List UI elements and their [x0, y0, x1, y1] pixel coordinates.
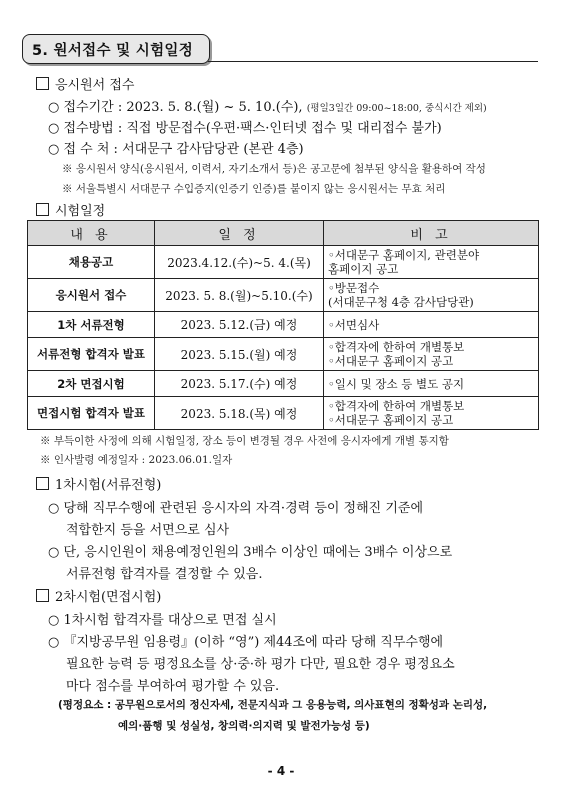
checkbox-icon: [36, 77, 49, 90]
table-row: [28, 397, 539, 430]
evaluation-criteria: 예의·품행 및 성실성, 창의력·의지력 및 발전가능성 등): [118, 720, 370, 732]
schedule-date: 2023. 5.12.(금) 예정: [155, 312, 324, 338]
schedule-item: 1차 서류전형: [28, 312, 155, 338]
schedule-date: 2023. 5. 8.(월)~5.10.(수): [155, 279, 324, 312]
schedule-note: ※ 인사발령 예정일자 : 2023.06.01.일자: [40, 454, 233, 466]
schedule-remarks: ◦합격자에 한하여 개별통보 ◦서대문구 홈페이지 공고: [324, 338, 539, 371]
evaluation-criteria: (평정요소 : 공무원으로서의 정신자세, 전문지식과 그 응용능력, 의사표현의 정확성과 논리성,: [58, 699, 488, 711]
section-divider: [208, 61, 538, 62]
first-exam-line: 적합한지 등을 서면으로 심사: [66, 523, 230, 538]
section-title: 5. 원서접수 및 시험일정: [32, 43, 194, 59]
schedule-remarks: ◦일시 및 장소 등 별도 공지: [324, 371, 539, 397]
schedule-item: 채용공고: [28, 246, 155, 279]
schedule-item: 면접시험 합격자 발표: [28, 397, 155, 430]
first-exam-line: ○ 당해 직무수행에 관련된 응시자의 자격·경력 등이 정해진 기준에: [48, 501, 424, 516]
column-header: 내 용: [28, 221, 155, 246]
table-row: [28, 371, 539, 397]
schedule-item: 응시원서 접수: [28, 279, 155, 312]
table-row: [28, 312, 539, 338]
schedule-date: 2023. 5.17.(수) 예정: [155, 371, 324, 397]
column-header: 일 정: [155, 221, 324, 246]
application-method: ○ 접수방법 : 직접 방문접수(우편·팩스·인터넷 접수 및 대리접수 불가): [48, 121, 442, 136]
application-period: ○ 접수기간 : 2023. 5. 8.(월) ~ 5. 10.(수), (평일3일간 09:00~18:00, 중식시간 제외): [48, 100, 487, 115]
second-exam-line: ○ 1차시험 합격자를 대상으로 면접 실시: [48, 613, 277, 628]
schedule-item: 서류전형 합격자 발표: [28, 338, 155, 371]
schedule-note: ※ 부득이한 사정에 의해 시험일정, 장소 등이 변경될 경우 사전에 응시자에게 개별 통지함: [40, 435, 449, 447]
schedule-heading: 시험일정: [36, 200, 105, 219]
schedule-remarks: ◦합격자에 한하여 개별통보 ◦서대문구 홈페이지 공고: [324, 397, 539, 430]
second-exam-line: 마다 점수를 부여하여 평가할 수 있음.: [66, 679, 280, 694]
table-row: [28, 338, 539, 371]
application-place: ○ 접 수 처 : 서대문구 감사담당관 (본관 4층): [48, 142, 304, 157]
table-row: [28, 246, 539, 279]
table-header-row: [28, 221, 539, 246]
schedule-date: 2023. 5.18.(목) 예정: [155, 397, 324, 430]
checkbox-icon: [36, 589, 49, 602]
checkbox-icon: [36, 203, 49, 216]
table-row: [28, 279, 539, 312]
application-note: ※ 서울특별시 서대문구 수입증지(인증기 인증)를 붙이지 않는 응시원서는 무효 처리: [62, 183, 446, 195]
schedule-date: 2023.4.12.(수)~5. 4.(목): [155, 246, 324, 279]
schedule-remarks: ◦방문접수 (서대문구청 4층 감사담당관): [324, 279, 539, 312]
application-heading: 응시원서 접수: [36, 74, 134, 93]
column-header: 비 고: [324, 221, 539, 246]
schedule-remarks: ◦서대문구 홈페이지, 관련분야 홈페이지 공고: [324, 246, 539, 279]
first-exam-heading: 1차시험(서류전형): [36, 474, 161, 493]
second-exam-heading: 2차시험(면접시험): [36, 586, 161, 605]
second-exam-line: ○ 『지방공무원 임용령』(이하 “영”) 제44조에 따라 당해 직무수행에: [48, 635, 444, 650]
schedule-table: [27, 220, 539, 430]
application-note: ※ 응시원서 양식(응시원서, 이력서, 자기소개서 등)은 공고문에 첨부된 양식을 활용하여 작성: [62, 163, 486, 175]
checkbox-icon: [36, 477, 49, 490]
schedule-item: 2차 면접시험: [28, 371, 155, 397]
first-exam-line: ○ 단, 응시인원이 채용예정인원의 3배수 이상인 때에는 3배수 이상으로: [48, 545, 453, 560]
schedule-date: 2023. 5.15.(월) 예정: [155, 338, 324, 371]
first-exam-line: 서류전형 합격자를 결정할 수 있음.: [66, 567, 263, 582]
page-number: - 4 -: [267, 764, 295, 778]
second-exam-line: 필요한 능력 등 평정요소를 상·중·하 평가 다만, 필요한 경우 평정요소: [66, 657, 455, 672]
schedule-remarks: ◦서면심사: [324, 312, 539, 338]
